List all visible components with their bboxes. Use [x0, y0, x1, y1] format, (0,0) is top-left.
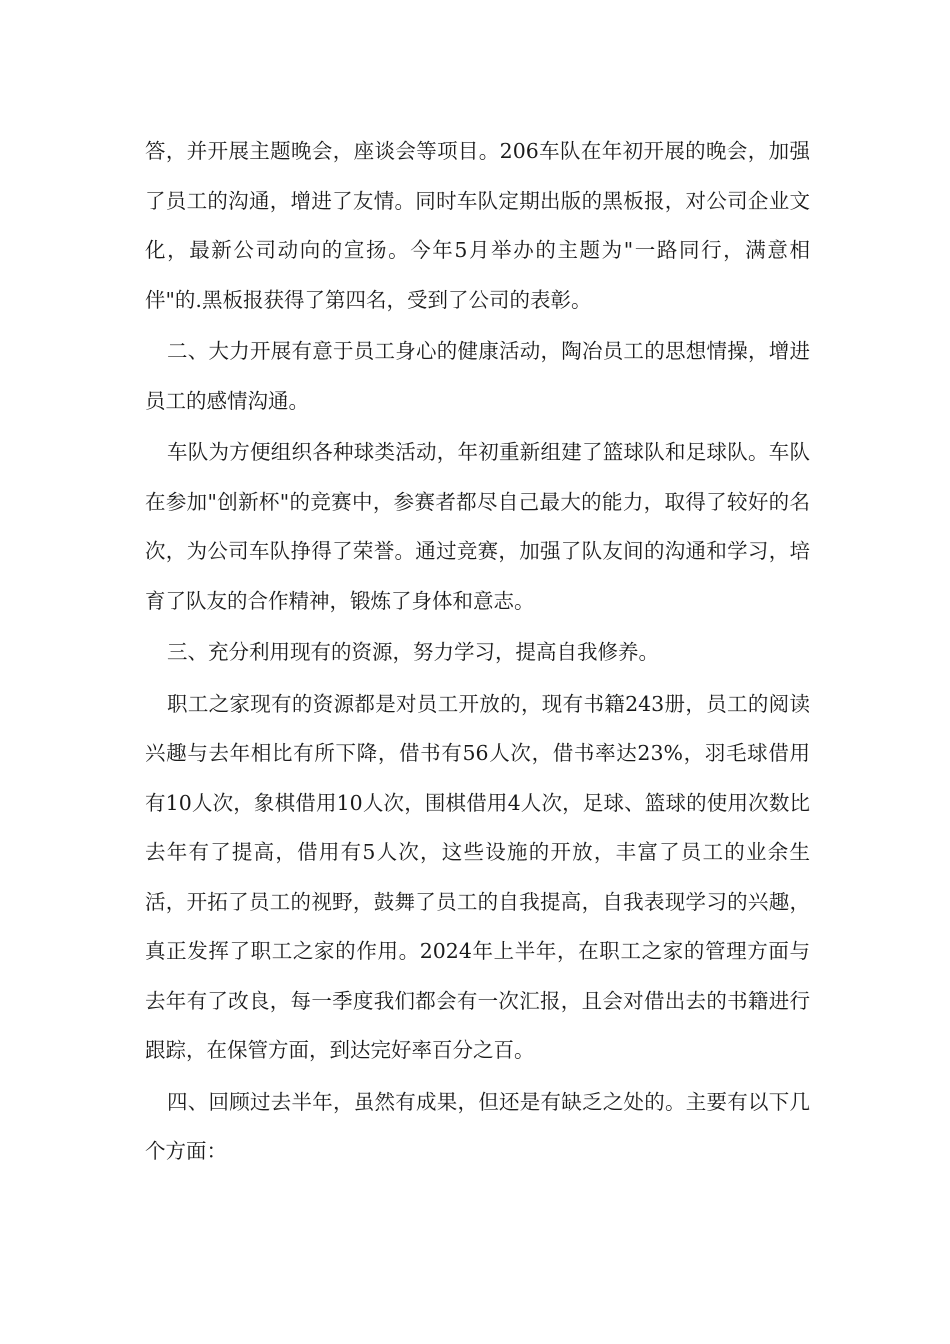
- paragraph-continuation: 答，并开展主题晚会，座谈会等项目。206车队在年初开展的晚会，加强了员工的沟通，增进了友情。同时车队定期出版的黑板报，对公司企业文化，最新公司动向的宣扬。今年5月举办的主题为"一路同行，满意相伴"的.黑板报获得了第四名，受到了公司的表彰。: [145, 139, 810, 312]
- section-heading-three: 三、充分利用现有的资源，努力学习，提高自我修养。: [167, 640, 659, 664]
- document-body: [145, 127, 810, 1177]
- section-heading-two: 二、大力开展有意于员工身心的健康活动，陶冶员工的思想情操，增进员工的感情沟通。: [145, 339, 810, 413]
- paragraph-workers-home: 职工之家现有的资源都是对员工开放的，现有书籍243册，员工的阅读兴趣与去年相比有所下降，借书有56人次，借书率达23%，羽毛球借用有10人次，象棋借用10人次，围棋借用4人次，足球、篮球的使用次数比去年有了提高，借用有5人次，这些设施的开放，丰富了员工的业余生活，开拓了员工的视野，鼓舞了员工的自我提高，自我表现学习的兴趣，真正发挥了职工之家的作用。2024年上半年，在职工之家的管理方面与去年有了改良，每一季度我们都会有一次汇报，且会对借出去的书籍进行跟踪，在保管方面，到达完好率百分之百。: [145, 691, 810, 1062]
- paragraph-ball-teams: 车队为方便组织各种球类活动，年初重新组建了篮球队和足球队。车队在参加"创新杯"的竞赛中，参赛者都尽自己最大的能力，取得了较好的名次，为公司车队挣得了荣誉。通过竞赛，加强了队友间的沟通和学习，培育了队友的合作精神，锻炼了身体和意志。: [145, 440, 810, 613]
- section-heading-four: 四、回顾过去半年，虽然有成果，但还是有缺乏之处的。主要有以下几个方面：: [145, 1089, 810, 1163]
